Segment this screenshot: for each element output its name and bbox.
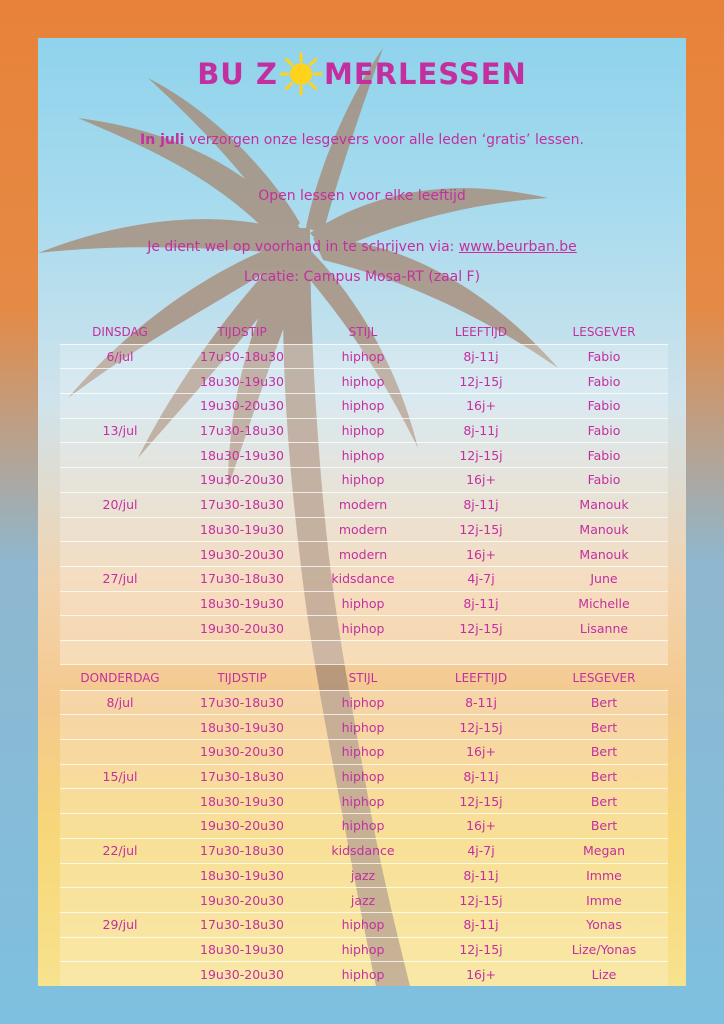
teacher-cell: Bert — [540, 740, 668, 765]
day-cell — [60, 616, 180, 641]
age-cell: 8j-11j — [422, 764, 540, 789]
tuesday-schedule-table — [60, 320, 668, 665]
age-cell: 8j-11j — [422, 492, 540, 517]
teacher-cell: Fabio — [540, 468, 668, 493]
time-cell: 19u30-20u30 — [180, 468, 304, 493]
time-cell: 19u30-20u30 — [180, 394, 304, 419]
teacher-cell: Imme — [540, 888, 668, 913]
teacher-cell: Yonas — [540, 912, 668, 937]
table-row — [60, 418, 668, 443]
style-cell: kidsdance — [304, 838, 422, 863]
teacher-cell: Manouk — [540, 492, 668, 517]
day-cell: 8/jul — [60, 690, 180, 715]
table-row — [60, 344, 668, 369]
day-cell: 20/jul — [60, 492, 180, 517]
intro-text: verzorgen onze lesgevers voor alle leden ‘gratis’ lessen. — [184, 132, 584, 148]
style-cell: modern — [304, 517, 422, 542]
teacher-cell: Michelle — [540, 591, 668, 616]
style-cell: hiphop — [304, 690, 422, 715]
age-cell: 16j+ — [422, 740, 540, 765]
age-cell: 8j-11j — [422, 863, 540, 888]
table-row — [60, 468, 668, 493]
teacher-cell: Bert — [540, 814, 668, 839]
teacher-cell: Manouk — [540, 542, 668, 567]
age-cell: 16j+ — [422, 814, 540, 839]
table-row — [60, 492, 668, 517]
poster — [38, 38, 686, 986]
time-cell: 18u30-19u30 — [180, 591, 304, 616]
time-cell: 17u30-18u30 — [180, 912, 304, 937]
time-cell: 19u30-20u30 — [180, 542, 304, 567]
style-cell: hiphop — [304, 616, 422, 641]
table-row — [60, 443, 668, 468]
teacher-cell: Bert — [540, 715, 668, 740]
style-cell: hiphop — [304, 789, 422, 814]
page-title — [38, 52, 686, 96]
day-cell: 29/jul — [60, 912, 180, 937]
style-cell: modern — [304, 492, 422, 517]
day-cell: 27/jul — [60, 566, 180, 591]
style-cell: hiphop — [304, 591, 422, 616]
age-cell: 4j-7j — [422, 838, 540, 863]
style-cell: hiphop — [304, 468, 422, 493]
time-cell: 19u30-20u30 — [180, 888, 304, 913]
time-cell: 19u30-20u30 — [180, 616, 304, 641]
day-cell — [60, 591, 180, 616]
style-cell: kidsdance — [304, 566, 422, 591]
location-line: Locatie: Campus Mosa-RT (zaal F) — [243, 269, 481, 285]
time-cell: 17u30-18u30 — [180, 764, 304, 789]
table-row — [60, 838, 668, 863]
style-cell: hiphop — [304, 912, 422, 937]
table-row — [60, 542, 668, 567]
age-cell: 12j-15j — [422, 369, 540, 394]
teacher-cell: Bert — [540, 764, 668, 789]
age-cell: 16j+ — [422, 962, 540, 986]
day-cell — [60, 443, 180, 468]
age-cell: 8j-11j — [422, 591, 540, 616]
thursday-schedule-table — [60, 666, 668, 986]
header-teacher: LESGEVER — [540, 666, 668, 690]
style-cell: modern — [304, 542, 422, 567]
day-cell — [60, 468, 180, 493]
day-cell: 13/jul — [60, 418, 180, 443]
title-right: MERLESSEN — [323, 57, 527, 91]
day-cell — [60, 888, 180, 913]
time-cell: 18u30-19u30 — [180, 937, 304, 962]
day-cell — [60, 937, 180, 962]
table-row — [60, 740, 668, 765]
day-cell — [60, 814, 180, 839]
day-cell: 6/jul — [60, 344, 180, 369]
age-cell: 16j+ — [422, 394, 540, 419]
time-cell: 17u30-18u30 — [180, 492, 304, 517]
style-cell: hiphop — [304, 369, 422, 394]
age-cell: 12j-15j — [422, 715, 540, 740]
age-cell: 8j-11j — [422, 344, 540, 369]
table-row — [60, 369, 668, 394]
table-header-row — [60, 666, 668, 690]
sun-icon — [279, 52, 323, 96]
day-cell — [60, 789, 180, 814]
day-cell: 22/jul — [60, 838, 180, 863]
age-cell: 12j-15j — [422, 937, 540, 962]
teacher-cell: Fabio — [540, 443, 668, 468]
time-cell: 17u30-18u30 — [180, 344, 304, 369]
time-cell: 18u30-19u30 — [180, 369, 304, 394]
teacher-cell: Bert — [540, 690, 668, 715]
age-cell: 12j-15j — [422, 888, 540, 913]
table-row — [60, 912, 668, 937]
age-cell: 12j-15j — [422, 616, 540, 641]
table-row — [60, 888, 668, 913]
teacher-cell: June — [540, 566, 668, 591]
style-cell: hiphop — [304, 715, 422, 740]
header-style: STIJL — [304, 320, 422, 344]
teacher-cell: Manouk — [540, 517, 668, 542]
time-cell: 17u30-18u30 — [180, 690, 304, 715]
style-cell: hiphop — [304, 764, 422, 789]
table-row — [60, 517, 668, 542]
age-cell: 16j+ — [422, 468, 540, 493]
style-cell: hiphop — [304, 937, 422, 962]
teacher-cell: Fabio — [540, 369, 668, 394]
day-cell — [60, 715, 180, 740]
style-cell: hiphop — [304, 344, 422, 369]
age-cell: 4j-7j — [422, 566, 540, 591]
time-cell: 17u30-18u30 — [180, 566, 304, 591]
title-left: BU Z — [197, 57, 278, 91]
teacher-cell: Lisanne — [540, 616, 668, 641]
intro-line-3 — [38, 239, 686, 255]
signup-link[interactable]: www.beurban.be — [458, 239, 577, 255]
age-cell: 16j+ — [422, 542, 540, 567]
table-row — [60, 616, 668, 641]
style-cell: hiphop — [304, 740, 422, 765]
header-age: LEEFTIJD — [422, 320, 540, 344]
day-cell — [60, 962, 180, 986]
signup-text: Je dient wel op voorhand in te schrijven via: — [147, 239, 459, 255]
age-cell: 8j-11j — [422, 912, 540, 937]
table-header-row — [60, 320, 668, 344]
day-cell — [60, 863, 180, 888]
table-row — [60, 715, 668, 740]
day-cell: 15/jul — [60, 764, 180, 789]
table-row — [60, 814, 668, 839]
style-cell: hiphop — [304, 814, 422, 839]
table-row — [60, 591, 668, 616]
table-row — [60, 789, 668, 814]
table-row — [60, 937, 668, 962]
day-cell — [60, 394, 180, 419]
header-style: STIJL — [304, 666, 422, 690]
age-cell: 12j-15j — [422, 517, 540, 542]
age-cell: 12j-15j — [422, 443, 540, 468]
header-day: DONDERDAG — [60, 666, 180, 690]
table-row — [60, 962, 668, 986]
header-day: DINSDAG — [60, 320, 180, 344]
time-cell: 19u30-20u30 — [180, 814, 304, 839]
intro-line-1 — [38, 132, 686, 148]
day-cell — [60, 369, 180, 394]
teacher-cell: Fabio — [540, 344, 668, 369]
table-row — [60, 690, 668, 715]
teacher-cell: Bert — [540, 789, 668, 814]
time-cell: 18u30-19u30 — [180, 443, 304, 468]
table-spacer-row — [60, 640, 668, 664]
style-cell: jazz — [304, 863, 422, 888]
header-time: TIJDSTIP — [180, 666, 304, 690]
age-cell: 8-11j — [422, 690, 540, 715]
teacher-cell: Fabio — [540, 418, 668, 443]
day-cell — [60, 517, 180, 542]
time-cell: 17u30-18u30 — [180, 838, 304, 863]
header-age: LEEFTIJD — [422, 666, 540, 690]
header-teacher: LESGEVER — [540, 320, 668, 344]
time-cell: 17u30-18u30 — [180, 418, 304, 443]
table-row — [60, 764, 668, 789]
time-cell: 19u30-20u30 — [180, 740, 304, 765]
table-row — [60, 863, 668, 888]
age-cell: 12j-15j — [422, 789, 540, 814]
day-cell — [60, 542, 180, 567]
intro-line-2: Open lessen voor elke leeftijd — [258, 188, 466, 204]
style-cell: hiphop — [304, 394, 422, 419]
age-cell: 8j-11j — [422, 418, 540, 443]
intro-highlight: In juli — [140, 132, 185, 148]
time-cell: 18u30-19u30 — [180, 863, 304, 888]
table-row — [60, 394, 668, 419]
teacher-cell: Imme — [540, 863, 668, 888]
style-cell: hiphop — [304, 418, 422, 443]
teacher-cell: Lize — [540, 962, 668, 986]
time-cell: 18u30-19u30 — [180, 715, 304, 740]
teacher-cell: Megan — [540, 838, 668, 863]
table-row — [60, 566, 668, 591]
header-time: TIJDSTIP — [180, 320, 304, 344]
style-cell: hiphop — [304, 443, 422, 468]
time-cell: 18u30-19u30 — [180, 517, 304, 542]
teacher-cell: Lize/Yonas — [540, 937, 668, 962]
teacher-cell: Fabio — [540, 394, 668, 419]
day-cell — [60, 740, 180, 765]
time-cell: 19u30-20u30 — [180, 962, 304, 986]
time-cell: 18u30-19u30 — [180, 789, 304, 814]
style-cell: jazz — [304, 888, 422, 913]
style-cell: hiphop — [304, 962, 422, 986]
